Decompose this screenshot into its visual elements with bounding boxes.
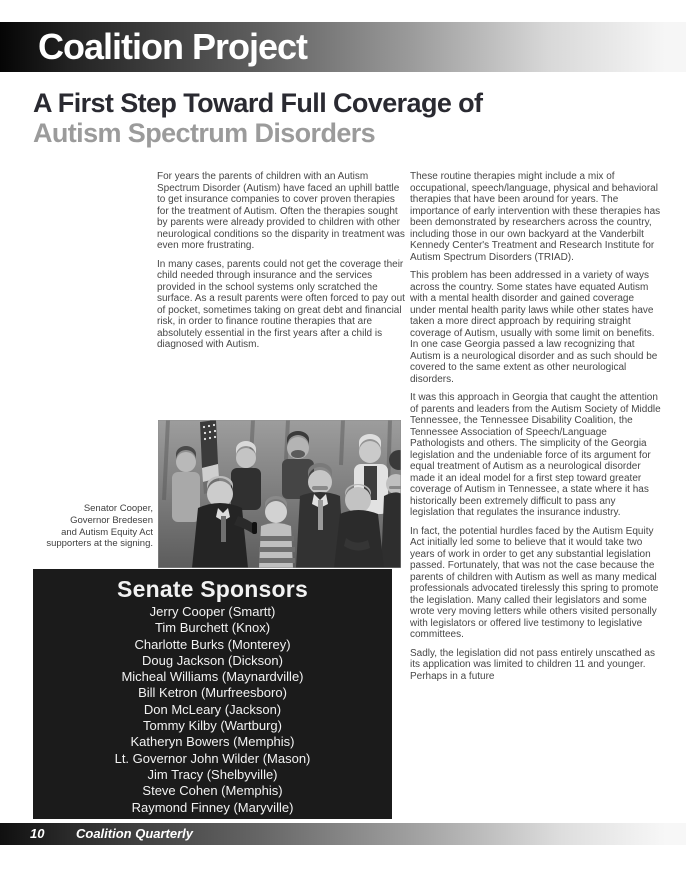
child-striped-shirt xyxy=(259,523,295,568)
paragraph: These routine therapies might include a mix of occupational, speech/language, physical and behavioral therapies that have been around for years. The importance of early intervention with these therapies has been demonstrated by researchers across the country, including those in our own backyard at the Vanderbilt Kennedy Center's Treatment and Research Institute for Autism Spectrum Disorders (TRIAD). xyxy=(410,171,661,263)
sponsor-name: Tim Burchett (Knox) xyxy=(154,620,271,636)
left-column xyxy=(157,171,406,358)
sponsor-name: Raymond Finney (Maryville) xyxy=(131,799,294,815)
sponsor-name: Micheal Williams (Maynardville) xyxy=(121,669,304,685)
right-column xyxy=(410,171,662,689)
publication-name: Coalition Quarterly xyxy=(76,826,194,841)
sponsor-name: Charlotte Burks (Monterey) xyxy=(134,636,291,652)
paragraph: For years the parents of children with an Autism Spectrum Disorder (Autism) have faced an uphill battle to get insurance companies to cover proven therapies for the treatment of Autism. Often the therapies sought by parents were already provided to children with other neurological conditions so the disparity in treatment was even more frustrating. xyxy=(157,171,405,251)
photo-caption-line: Governor Bredesen xyxy=(70,514,153,526)
paragraph: In many cases, parents could not get the coverage their child needed through insurance and the services provided in the school systems only scratched the surface. As a result parents were often forced to pay out of pocket, sometimes taking on great debt and financial risk, in order to finance routine therapies that are absolutely essential in the first years after a child is diagnosed with Autism. xyxy=(157,258,405,350)
signing-photo-graphic xyxy=(158,420,401,568)
sponsor-name: Steve Cohen (Memphis) xyxy=(142,783,283,799)
page-title: Coalition Project xyxy=(38,26,308,67)
sponsor-name: Jerry Cooper (Smartt) xyxy=(149,604,276,619)
paragraph: In fact, the potential hurdles faced by the Autism Equity Act initially led some to believe that it would take two years of work in order to get any substantial legislation passed. Fortunately, that was not the case because the parents of children with Autism as well as many medical professionals advocated tirelessly this spring to promote the legislation. Many called their legislators and some wrote very moving letters while others visited personally with legislators or offered live testimony to legislative committees. xyxy=(410,525,659,640)
paragraph: It was this approach in Georgia that caught the attention of parents and leaders from the Autism Society of Middle Tennessee, the Tennessee Disability Coalition, the Tennessee Association of Speech/Language Pathologists and others. The simplicity of the Georgia legislation and the undeniable force of its argument for equal treatment of Autism as a neurological disorder made it an ideal model for a first step toward greater coverage of Autism in Tennessee, a state where it has historically been extremely difficult to pass any legislation that regulates the insurance industry. xyxy=(410,392,661,518)
sponsor-name: Tommy Kilby (Wartburg) xyxy=(143,718,282,734)
footer-bar xyxy=(0,823,686,845)
sponsor-name: Lt. Governor John Wilder (Mason) xyxy=(114,750,311,766)
senate-sponsors-heading: Senate Sponsors xyxy=(117,576,308,602)
page-number: 10 xyxy=(30,826,45,841)
senate-sponsors-box xyxy=(33,569,392,819)
photo-caption-line: Senator Cooper, xyxy=(83,503,153,514)
paragraph: This problem has been addressed in a variety of ways across the country. Some states have equated Autism with a mental health disorder and gained coverage under mental health parity laws while other states have taken a more direct approach by requiring straight coverage of Autism, usually with some limit on benefits. In one case Georgia passed a law recognizing that Autism is a neurological disorder and as such should be covered to the same extent as other neurological disorders. xyxy=(410,270,658,385)
sponsor-name: Doug Jackson (Dickson) xyxy=(142,652,283,668)
sponsor-name: Bill Ketron (Murfreesboro) xyxy=(138,685,287,701)
article-title-line2: Autism Spectrum Disorders xyxy=(33,118,376,148)
paragraph: Sadly, the legislation did not pass entirely unscathed as its application was limited to children 11 and younger. Perhaps in a future xyxy=(410,647,655,682)
sponsor-name: Katheryn Bowers (Memphis) xyxy=(130,734,295,750)
photo-caption-line: and Autism Equity Act xyxy=(61,526,153,538)
photo-caption-line: supporters at the signing. xyxy=(46,538,153,550)
sponsor-name: Don McLeary (Jackson) xyxy=(143,701,282,717)
signing-photo xyxy=(158,420,401,568)
sponsor-name: Jim Tracy (Shelbyville) xyxy=(147,766,278,782)
photo-caption xyxy=(20,503,153,550)
header-banner xyxy=(0,22,686,72)
article-title xyxy=(33,88,482,148)
article-title-line1: A First Step Toward Full Coverage of xyxy=(33,88,483,118)
